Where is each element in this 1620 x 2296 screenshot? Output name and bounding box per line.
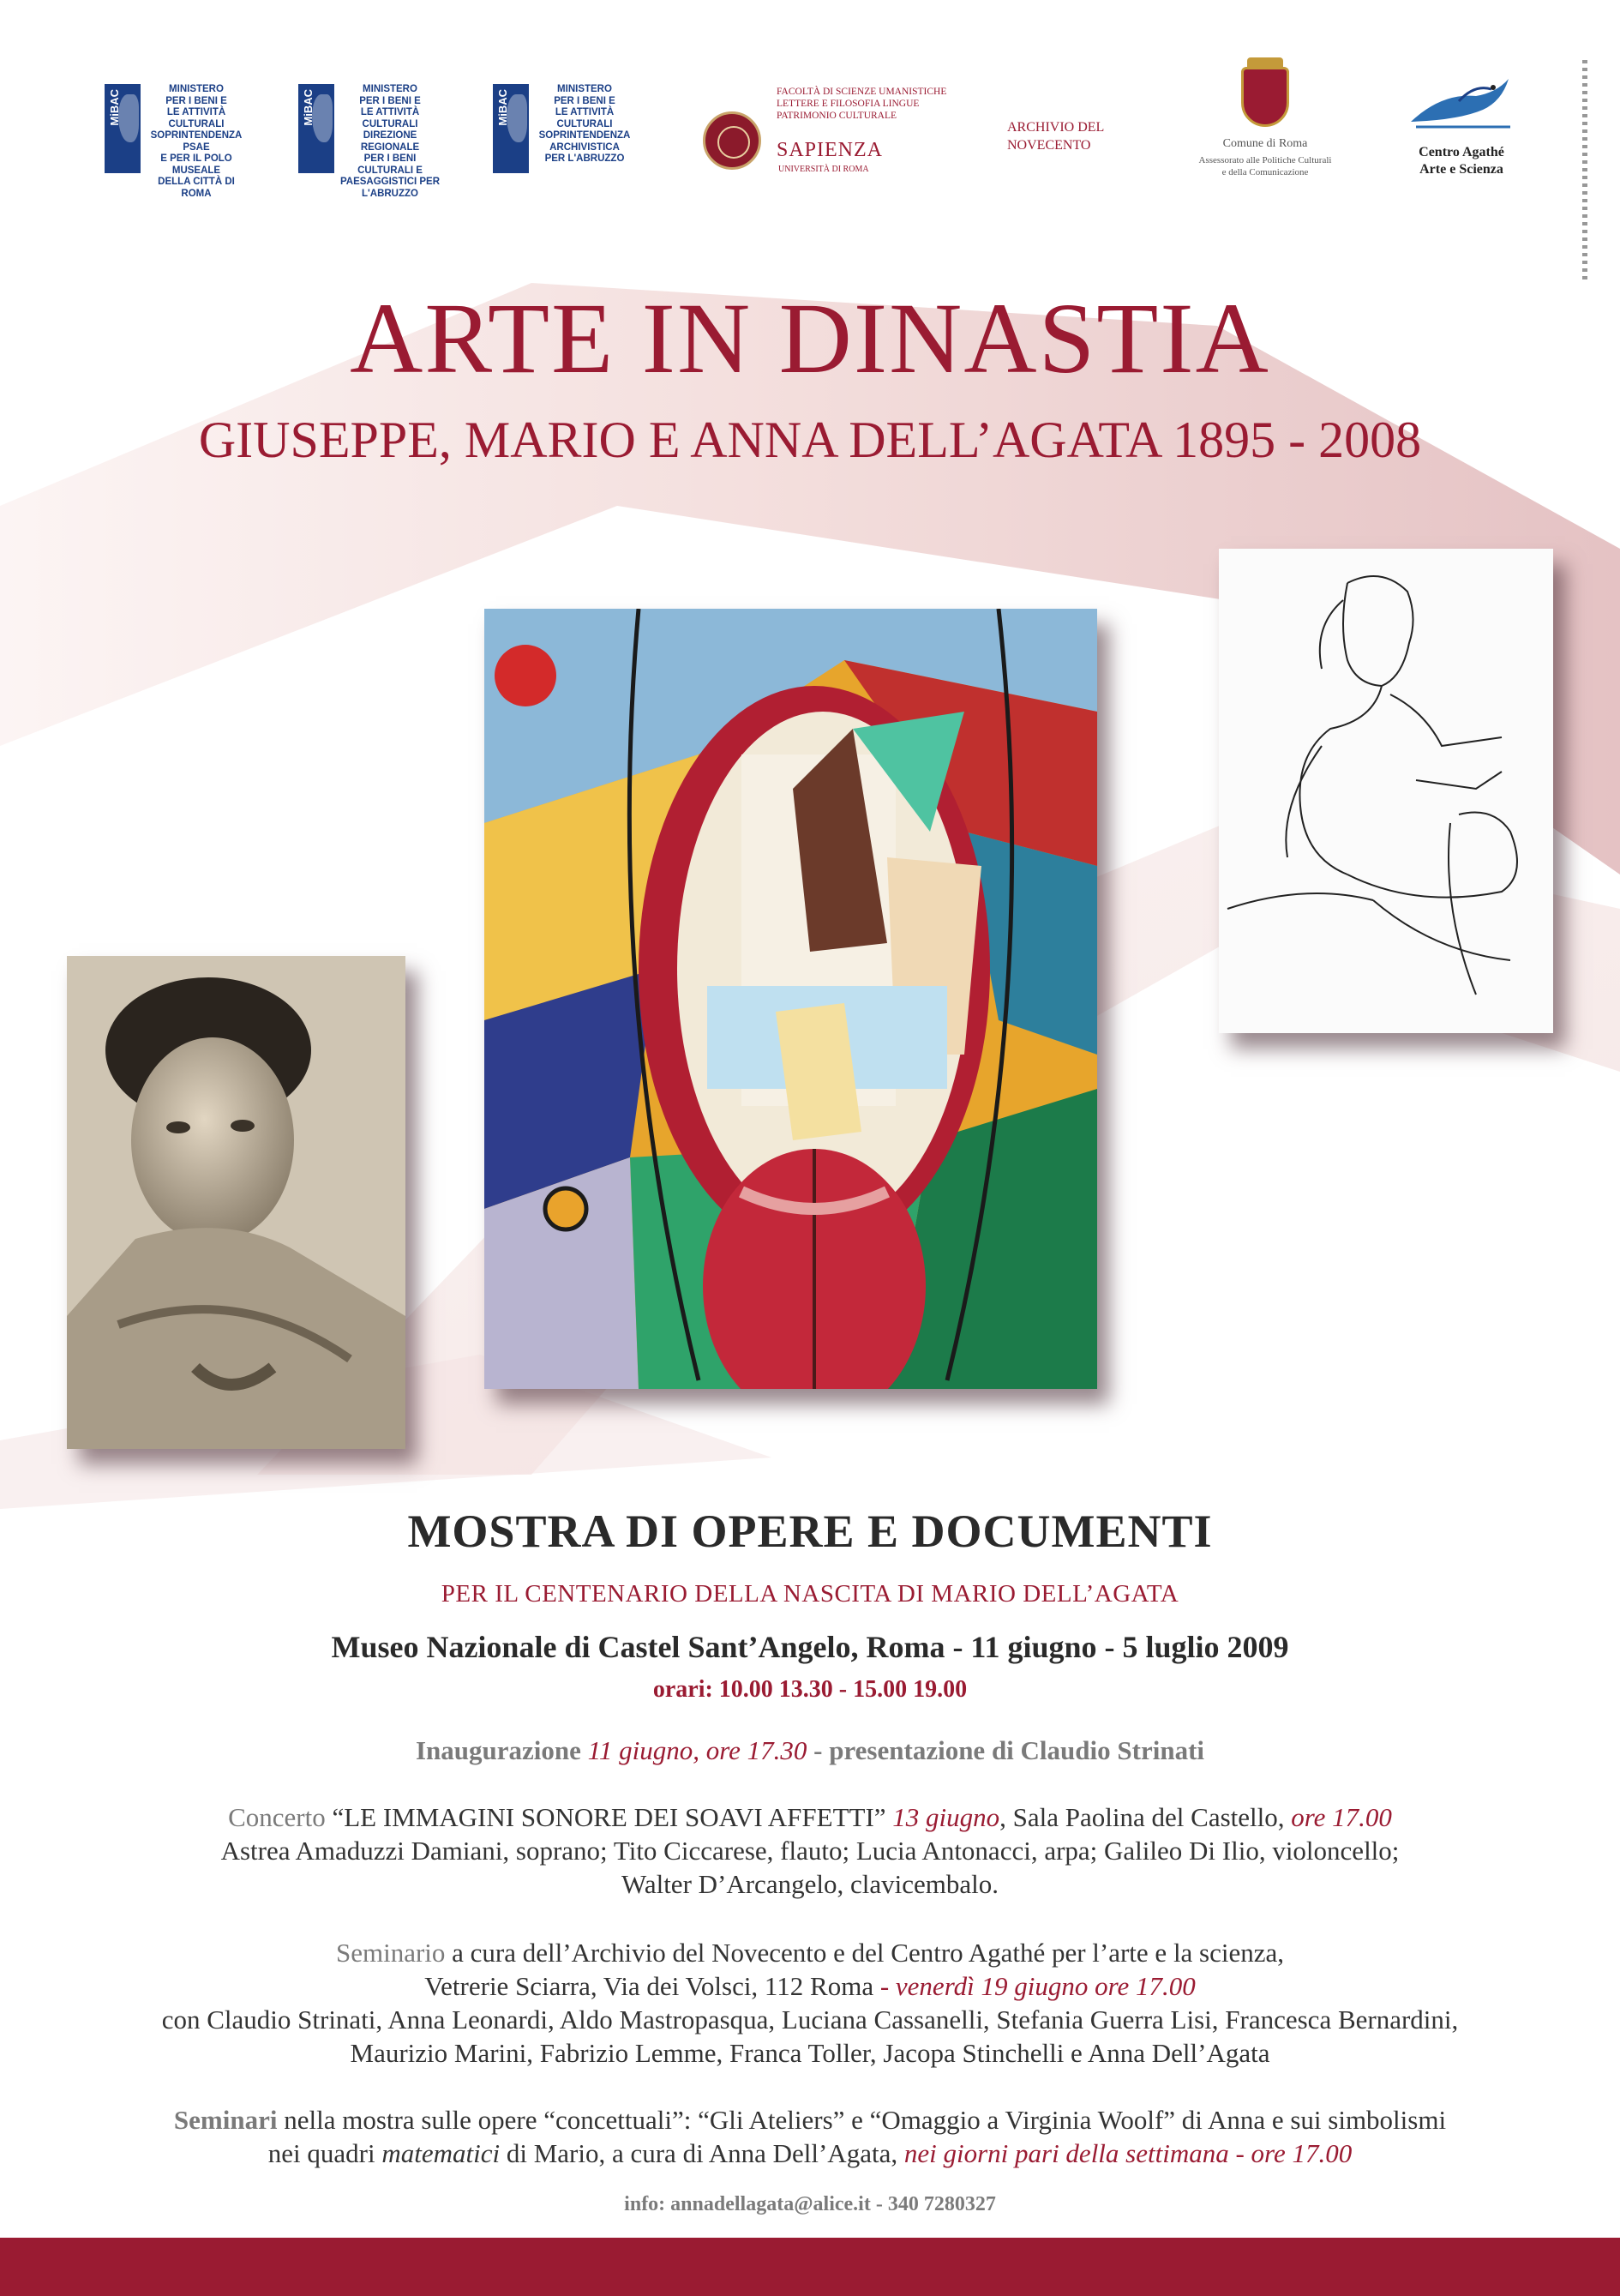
concert-performers-2: Walter D’Arcangelo, clavicembalo. bbox=[621, 1869, 999, 1899]
mibac-mark-icon: MiBAC bbox=[493, 84, 529, 173]
venue-dates: Museo Nazionale di Castel Sant’Angelo, Roma - 11 giugno - 5 luglio 2009 bbox=[331, 1630, 1289, 1664]
exhibition-heading: MOSTRA DI OPERE E DOCUMENTI bbox=[407, 1506, 1213, 1557]
seminar-place: Vetrerie Sciarra, Via dei Volsci, 112 Roma - venerdì 19 giugno ore 17.00 bbox=[424, 1971, 1196, 2001]
agathe-bird-icon bbox=[1407, 67, 1517, 135]
comune-roma-assessorato: Assessorato alle Politiche Culturali e della Comunicazione bbox=[1198, 155, 1332, 177]
concert-performers: Astrea Amaduzzi Damiani, soprano; Tito Ciccarese, flauto; Lucia Antonacci, arpa; Galileo Di Ilio, violoncello; bbox=[220, 1836, 1400, 1866]
sapienza-seal-icon bbox=[703, 111, 761, 170]
comune-roma-name: Comune di Roma bbox=[1222, 137, 1308, 150]
centenary-line: PER IL CENTENARIO DELLA NASCITA DI MARIO DELL’AGATA bbox=[441, 1580, 1179, 1608]
mibac-mark-icon: MiBAC bbox=[105, 84, 141, 173]
mibac-mark-icon: MiBAC bbox=[298, 84, 334, 173]
footer-bar bbox=[0, 2238, 1620, 2296]
artwork-portrait-photo bbox=[67, 956, 405, 1449]
agathe-logo-text: Centro Agathé Arte e Scienza bbox=[1419, 145, 1504, 177]
main-title: ARTE IN DINASTIA bbox=[350, 282, 1270, 394]
sapienza-sub: UNIVERSITÀ DI ROMA bbox=[778, 165, 869, 174]
opening-hours: orari: 10.00 13.30 - 15.00 19.00 bbox=[652, 1676, 968, 1703]
artwork-sketch bbox=[1219, 549, 1553, 1033]
roma-crest-icon bbox=[1241, 67, 1289, 127]
contact-info: info: annadellagata@alice.it - 340 7280327 bbox=[624, 2193, 996, 2215]
artwork-abstract-painting bbox=[484, 609, 1097, 1389]
sapienza-name: SAPIENZA bbox=[777, 139, 884, 161]
subtitle: GIUSEPPE, MARIO E ANNA DELL’AGATA 1895 - 2008 bbox=[198, 412, 1422, 468]
seminar-speakers-2: Maurizio Marini, Fabrizio Lemme, Franca Toller, Jacopa Stinchelli e Anna Dell’Agata bbox=[350, 2038, 1270, 2068]
inauguration-line: Inaugurazione 11 giugno, ore 17.30 - presentazione di Claudio Strinati bbox=[415, 1735, 1204, 1765]
seminars-line-2: nei quadri matematici di Mario, a cura di Anna Dell’Agata, nei giorni pari della settimana - ore 17.00 bbox=[267, 2138, 1353, 2168]
side-credit-strip bbox=[1582, 60, 1587, 283]
seminars-line-1: Seminari nella mostra sulle opere “concettuali”: “Gli Ateliers” e “Omaggio a Virginia Woolf” di Anna e sui simbolismi bbox=[173, 2105, 1447, 2135]
archivio-novecento-logo: ARCHIVIO DEL NOVECENTO bbox=[1007, 120, 1105, 153]
concert-line-1: Concerto “LE IMMAGINI SONORE DEI SOAVI AFFETTI” 13 giugno, Sala Paolina del Castello, ore 17.00 bbox=[228, 1802, 1392, 1832]
sapienza-faculty: FACOLTÀ DI SCIENZE UMANISTICHE LETTERE E FILOSOFIA LINGUE PATRIMONIO CULTURALE bbox=[777, 87, 947, 121]
seminar-line-1: Seminario a cura dell’Archivio del Novecento e del Centro Agathé per l’arte e la scienza, bbox=[335, 1938, 1285, 1968]
seminar-speakers-1: con Claudio Strinati, Anna Leonardi, Aldo Mastropasqua, Luciana Cassanelli, Stefania Guerra Lisi, Francesca Bernardini, bbox=[161, 2004, 1459, 2035]
